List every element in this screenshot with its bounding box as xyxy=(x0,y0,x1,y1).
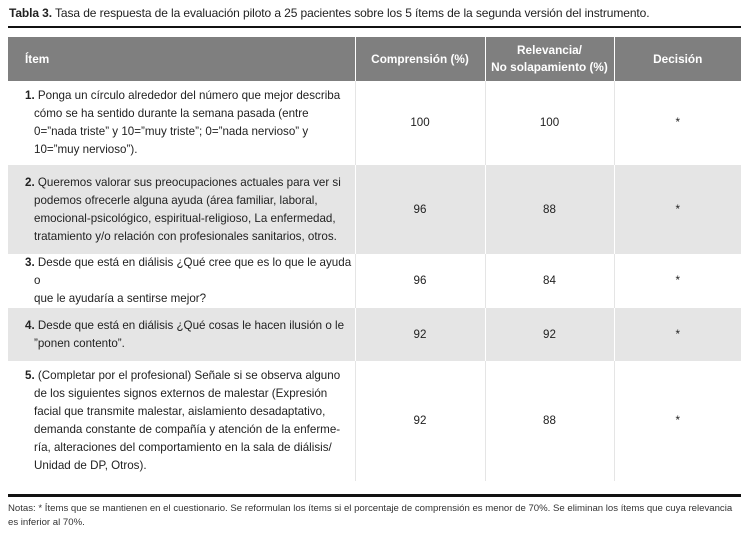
item-line: ría, alteraciones del comportamiento en la sala de diálisis/ xyxy=(34,441,332,454)
comprension-cell: 96 xyxy=(355,254,485,308)
item-number: 4. xyxy=(25,318,35,332)
item-line: demanda constante de compañía y atención de la enferme- xyxy=(34,423,341,436)
item-line: facial que transmite malestar, aislamiento desadaptativo, xyxy=(34,405,326,418)
item-text xyxy=(25,87,355,159)
header-comprension: Comprensión (%) xyxy=(355,37,485,81)
top-rule xyxy=(8,26,741,28)
table-row xyxy=(8,81,741,165)
comprension-cell: 100 xyxy=(355,81,485,165)
item-number: 1. xyxy=(25,89,35,102)
item-line: de los siguientes signos externos de malestar (Expresión xyxy=(34,387,328,400)
relevancia-cell: 84 xyxy=(485,254,614,308)
table-row xyxy=(8,165,741,254)
item-text xyxy=(25,367,355,475)
item-number: 2. xyxy=(25,175,35,189)
decision-cell: * xyxy=(614,361,741,481)
header-row xyxy=(8,37,741,81)
relevancia-cell: 88 xyxy=(485,361,614,481)
header-relevancia xyxy=(485,37,614,81)
header-decision: Decisión xyxy=(614,37,741,81)
relevancia-cell: 92 xyxy=(485,308,614,361)
table-row xyxy=(8,308,741,361)
item-cell xyxy=(8,254,355,308)
item-text xyxy=(25,254,355,308)
item-line: podemos ofrecerle alguna ayuda (área familiar, laboral, xyxy=(34,193,318,207)
item-line: 0=”nada triste” y 10=”muy triste”; 0=”nada nervioso” y xyxy=(34,125,309,138)
decision-cell: * xyxy=(614,254,741,308)
item-text xyxy=(25,174,355,246)
item-line: (Completar por el profesional) Señale si se observa alguno xyxy=(37,369,341,382)
item-number: 5. xyxy=(25,369,35,382)
relevancia-cell: 100 xyxy=(485,81,614,165)
item-line: Queremos valorar sus preocupaciones actuales para ver si xyxy=(37,175,341,189)
comprension-cell: 92 xyxy=(355,308,485,361)
decision-cell: * xyxy=(614,81,741,165)
decision-cell: * xyxy=(614,165,741,254)
item-line: Desde que está en diálisis ¿Qué cosas le hacen ilusión o le xyxy=(37,318,345,332)
item-line: cómo se ha sentido durante la semana pasada (entre xyxy=(34,107,309,120)
item-line: 10=”muy nervioso”). xyxy=(34,143,138,156)
header-relevancia-line2: No solapamiento (%) xyxy=(491,60,608,74)
header-item: Ítem xyxy=(8,37,355,81)
item-line: Unidad de DP, Otros). xyxy=(34,459,147,472)
item-line: tratamiento y/o relación con profesionales sanitarios, otros. xyxy=(34,229,337,243)
caption-text: Tasa de respuesta de la evaluación piloto a 25 pacientes sobre los 5 ítems de la segunda versión del instrumento. xyxy=(55,6,650,20)
item-text xyxy=(25,317,355,353)
comprension-cell: 92 xyxy=(355,361,485,481)
caption-label: Tabla 3. xyxy=(9,6,52,20)
table-caption xyxy=(9,6,649,20)
comprension-cell: 96 xyxy=(355,165,485,254)
bottom-rule xyxy=(8,494,741,497)
table-notes: Notas: * Ítems que se mantienen en el cuestionario. Se reformulan los ítems si el porcentaje de comprensión es menor de 70%. Se eliminan los ítems que cuya relevancia es inferior al 70%. xyxy=(8,503,733,528)
decision-cell: * xyxy=(614,308,741,361)
item-cell xyxy=(8,361,355,481)
table-row xyxy=(8,254,741,308)
item-number: 3. xyxy=(25,256,35,269)
item-line: emocional-psicológico, espiritual-religioso, La enfermedad, xyxy=(34,211,336,225)
item-line: que le ayudaría a sentirse mejor? xyxy=(34,292,207,305)
table-row xyxy=(8,361,741,481)
item-cell xyxy=(8,165,355,254)
item-line: Desde que está en diálisis ¿Qué cree que es lo que le ayuda o xyxy=(34,256,352,287)
header-relevancia-line1: Relevancia/ xyxy=(517,43,582,57)
relevancia-cell: 88 xyxy=(485,165,614,254)
response-rate-table xyxy=(8,37,741,481)
item-cell xyxy=(8,308,355,361)
item-cell xyxy=(8,81,355,165)
item-line: Ponga un círculo alrededor del número que mejor describa xyxy=(37,89,341,102)
item-line: ”ponen contento”. xyxy=(34,336,125,350)
